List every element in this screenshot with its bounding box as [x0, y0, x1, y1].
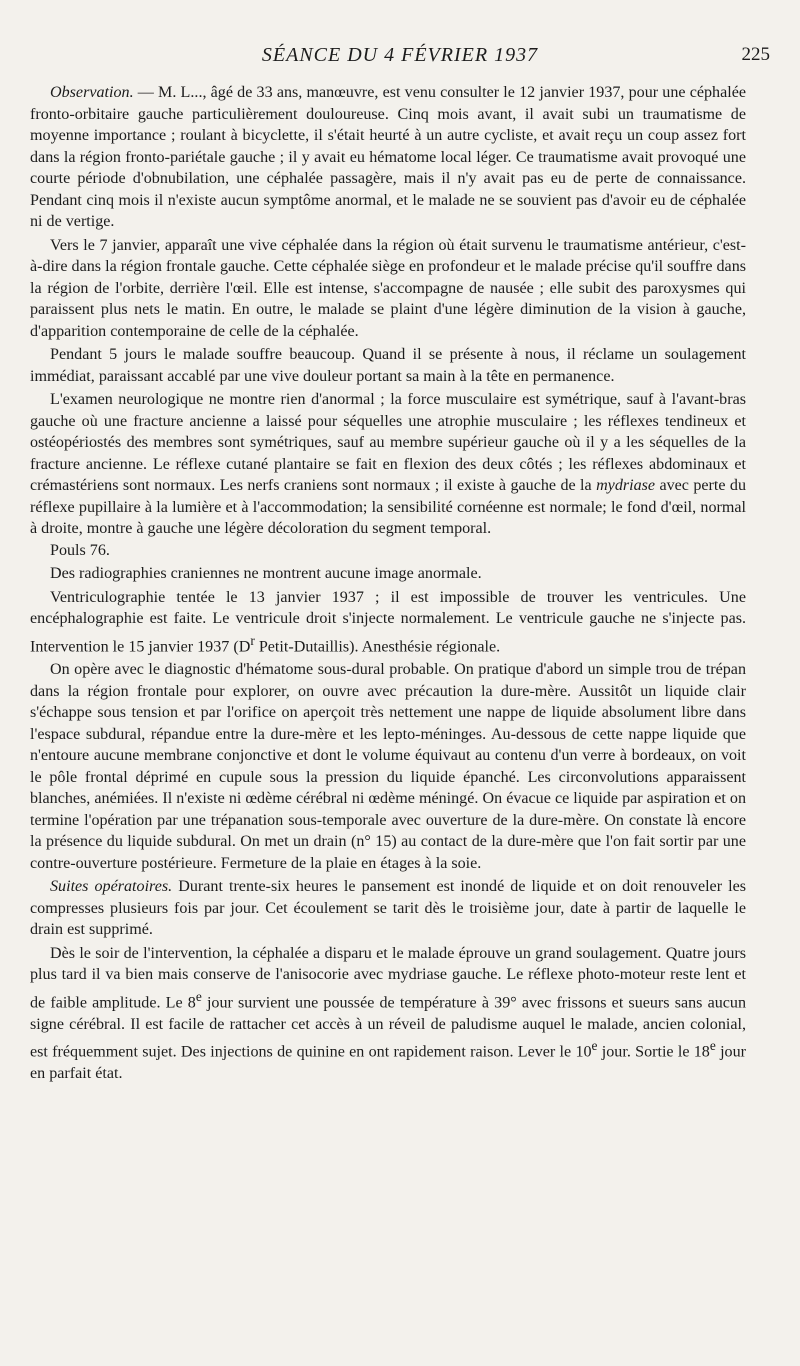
ordinal-superscript-3: e [709, 1038, 716, 1054]
outcome-text-d: jour en parfait état. [30, 1043, 747, 1083]
outcome-text-c: jour. Sortie le 18 [597, 1043, 710, 1061]
paragraph-radiographs: Des radiographies craniennes ne montrent aucune image anormale. [50, 565, 482, 582]
paragraph-onset: Vers le 7 janvier, apparaît une vive céphalée dans la région où était survenu le traumatisme antérieur, c'est-à-dire dans la région frontale gauche. Cette céphalée siège en profondeur et le malade précise qu'il souffre dans la région de l'orbite, derrière l'œil. Elle est intense, s'accompagne de nausée ; elle subit des paroxysmes qui paraissent plus nets le matin. En outre, le malade se plaint d'une légère diminution de la vision à gauche, d'apparition contemporaine de celle de la céphalée. [30, 236, 746, 340]
page-header [0, 44, 800, 72]
neuro-exam-text-a: L'examen neurologique ne montre rien d'anormal ; la force musculaire est symétrique, sauf à l'avant-bras gauche où une fracture ancienne a laissé pour séquelles une atrophie musculaire ; les réflexes tendineux et ostéopériostés des membres sont symétriques, sauf au membre supérieur gauche où il y a les séquelles de la fracture ancienne. Le réflexe cutané plantaire se fait en flexion des deux côtés ; les réflexes abdominaux et crémastériens sont normaux. Les nerfs craniens sont normaux ; il existe à gauche de la [30, 391, 746, 494]
paragraph-outcome [30, 943, 746, 1085]
running-title: SÉANCE DU 4 FÉVRIER 1937 [261, 44, 539, 66]
post-op-text: Durant trente-six heures le pansement est inondé de liquide et on doit renouveler les compresses plusieurs fois par jour. Cet écoulement se tarit dès le troisième jour, date à partir de laquelle le drain est supprimé. [30, 878, 746, 939]
paragraph-ventriculography [30, 587, 746, 658]
paragraph-observation [30, 82, 746, 233]
paragraph-pulse: Pouls 76. [50, 541, 110, 559]
observation-text: — M. L..., âgé de 33 ans, manœuvre, est venu consulter le 12 janvier 1937, pour une céphalée fronto-orbitaire gauche particulièrement douloureuse. Cinq mois avant, il avait subi un traumatisme de moyenne importance ; roulant à bicyclette, il s'était heurté à un autre cycliste, et avait reçu un coup assez fort dans la région fronto-pariétale gauche ; il y avait eu hématome local léger. Ce traumatisme avait provoqué une courte période d'obnubilation, une céphalée passagère, mais il n'y avait pas eu de perte de connaissance. Pendant cinq mois il n'existe aucun symptôme anormal, et le malade ne se souvient pas d'avoir eu de céphalée ni de vertige. [30, 84, 746, 230]
ventriculography-text-b: Petit-Dutaillis). Anesthésie régionale. [254, 637, 501, 655]
outcome-text-b: jour survient une poussée de température à 39° avec frissons et sueurs sans aucun signe cérébral. Il est facile de rattacher cet accès à un réveil de paludisme auquel le malade, ancien colonial, est fréquemment sujet. Des injections de quinine en ont rapidement raison. Lever le 10 [30, 994, 747, 1061]
paragraph-neuro-exam [30, 389, 746, 540]
ventriculography-text-a: Ventriculographie tentée le 13 janvier 1937 ; il est impossible de trouver les ventricules. Une encéphalographie est faite. Le ventricule droit s'injecte normalement. Le ventricule gauche ne s'injecte pas. Intervention le 15 janvier 1937 (D [30, 588, 746, 655]
ordinal-superscript-1: e [195, 988, 202, 1004]
ordinal-superscript-2: e [591, 1038, 598, 1054]
paragraph-post-op [30, 876, 746, 941]
doctor-superscript: r [250, 632, 255, 648]
paragraph-suffering: Pendant 5 jours le malade souffre beaucoup. Quand il se présente à nous, il réclame un soulagement immédiat, paraissant accablé par une vive douleur portant sa main à la tête en permanence. [30, 346, 746, 385]
post-op-label: Suites opératoires. [50, 878, 173, 896]
paragraph-operation: On opère avec le diagnostic d'hématome sous-dural probable. On pratique d'abord un simple trou de trépan dans la région frontale pour explorer, on ouvre avec précaution la dure-mère. Aussitôt un liquide clair s'échappe sous tension et par l'orifice on aperçoit très nettement une nappe de liquide absolument libre dans l'espace subdural, répandue entre la dure-mère et les lepto-méninges. Au-dessous de cette nappe liquide que n'entoure aucune membrane conjonctive et dont le volume équivaut au contenu d'un verre à bordeaux, on voit le pôle frontal déprimé en cupule sous la pression du liquide épanché. Les circonvolutions apparaissent blanches, anémiées. Il n'existe ni œdème cérébral ni œdème méningé. On évacue ce liquide par aspiration et on termine l'opération par une trépanation sous-temporale avec ouverture de la dure-mère. On constate là encore la présence du liquide subdural. On met un drain (n° 15) au contact de la dure-mère que l'on fait sortir par une contre-ouverture postérieure. Fermeture de la plaie en étages à la soie. [30, 661, 746, 872]
mydriase-term: mydriase [596, 477, 656, 494]
page-number: 225 [741, 44, 770, 65]
body-text [30, 82, 746, 1085]
outcome-text-a: Dès le soir de l'intervention, la céphalée a disparu et le malade éprouve un grand soulagement. Quatre jours plus tard il va bien mais conserve de l'anisocorie avec mydriase gauche. Le réflexe photo-moteur reste lent et de faible amplitude. Le 8 [30, 944, 746, 1012]
observation-label: Observation. [50, 84, 134, 101]
neuro-exam-text-b: avec perte du réflexe pupillaire à la lumière et à l'accommodation; la sensibilité cornéenne est normale; le fond d'œil, normal à droite, montre à gauche une légère décoloration du segment temporal. [30, 477, 746, 537]
